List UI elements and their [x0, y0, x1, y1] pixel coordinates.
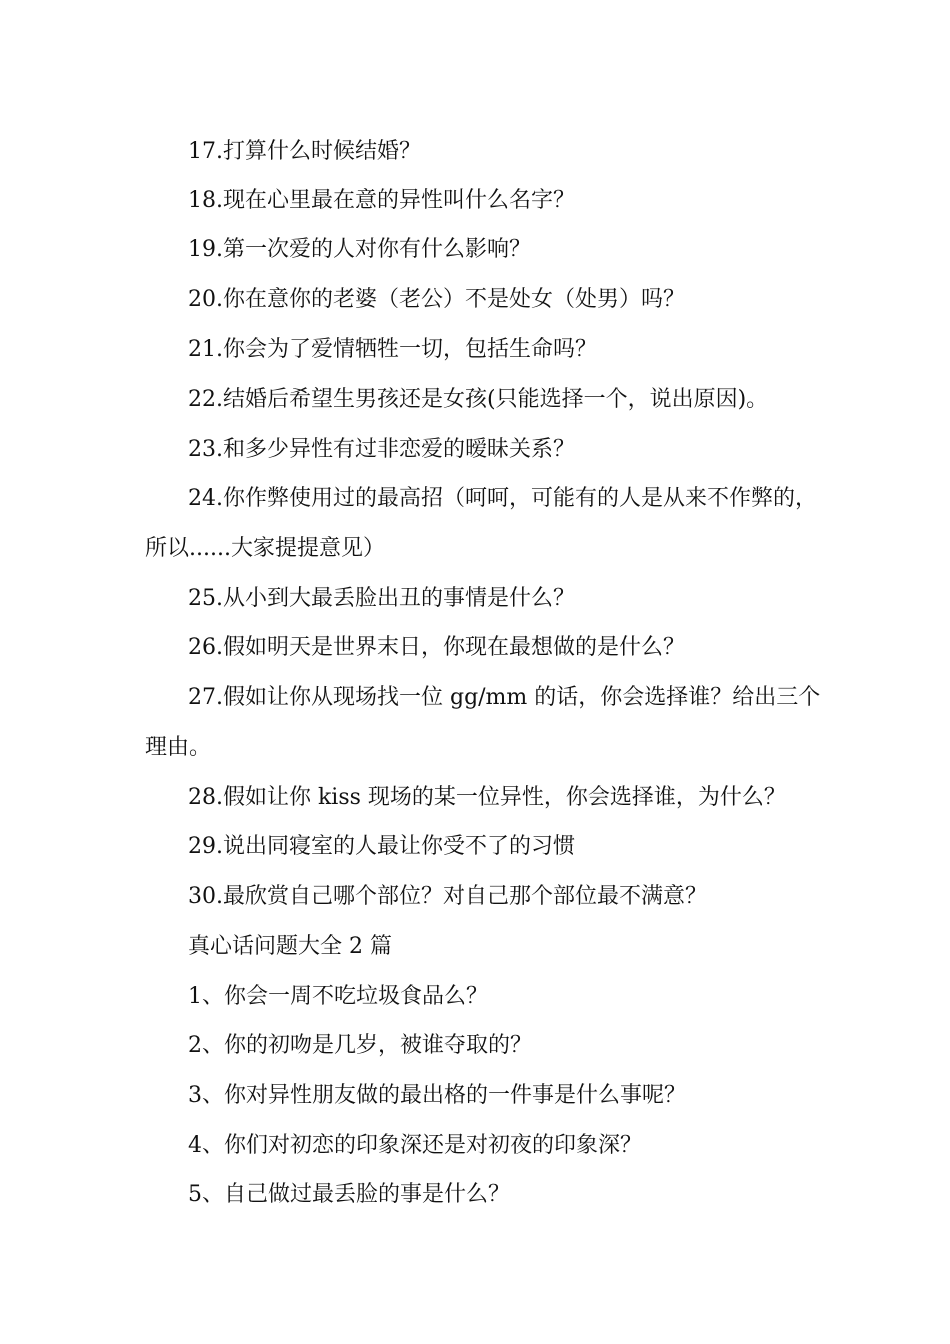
- question-30: 30.最欣赏自己哪个部位？对自己那个部位最不满意？: [188, 884, 707, 909]
- question-s2-2: 2、你的初吻是几岁，被谁夺取的？: [188, 1033, 532, 1058]
- question-23: 23.和多少异性有过非恋爱的暧昧关系？: [188, 437, 575, 462]
- question-25: 25.从小到大最丢脸出丑的事情是什么？: [188, 586, 575, 611]
- question-27: 27.假如让你从现场找一位 gg/mm 的话，你会选择谁？给出三个: [188, 685, 821, 710]
- question-s2-1: 1、你会一周不吃垃圾食品么？: [188, 984, 488, 1009]
- section-heading: 真心话问题大全 2 篇: [188, 934, 392, 959]
- question-27-continued: 理由。: [145, 735, 212, 760]
- question-24: 24.你作弊使用过的最高招（呵呵，可能有的人是从来不作弊的，: [188, 486, 817, 511]
- question-19: 19.第一次爱的人对你有什么影响？: [188, 237, 531, 262]
- question-22: 22.结婚后希望生男孩还是女孩(只能选择一个，说出原因)。: [188, 387, 769, 412]
- question-17: 17.打算什么时候结婚？: [188, 139, 421, 164]
- question-20: 20.你在意你的老婆（老公）不是处女（处男）吗？: [188, 287, 685, 312]
- question-26: 26.假如明天是世界末日，你现在最想做的是什么？: [188, 635, 685, 660]
- question-29: 29.说出同寝室的人最让你受不了的习惯: [188, 834, 575, 859]
- question-28: 28.假如让你 kiss 现场的某一位异性，你会选择谁，为什么？: [188, 785, 786, 810]
- question-18: 18.现在心里最在意的异性叫什么名字？: [188, 188, 575, 213]
- question-24-continued: 所以......大家提提意见）: [145, 536, 385, 561]
- question-21: 21.你会为了爱情牺牲一切，包括生命吗？: [188, 337, 597, 362]
- question-s2-4: 4、你们对初恋的印象深还是对初夜的印象深？: [188, 1133, 642, 1158]
- question-s2-3: 3、你对异性朋友做的最出格的一件事是什么事呢？: [188, 1083, 686, 1108]
- question-s2-5: 5、自己做过最丢脸的事是什么？: [188, 1182, 510, 1207]
